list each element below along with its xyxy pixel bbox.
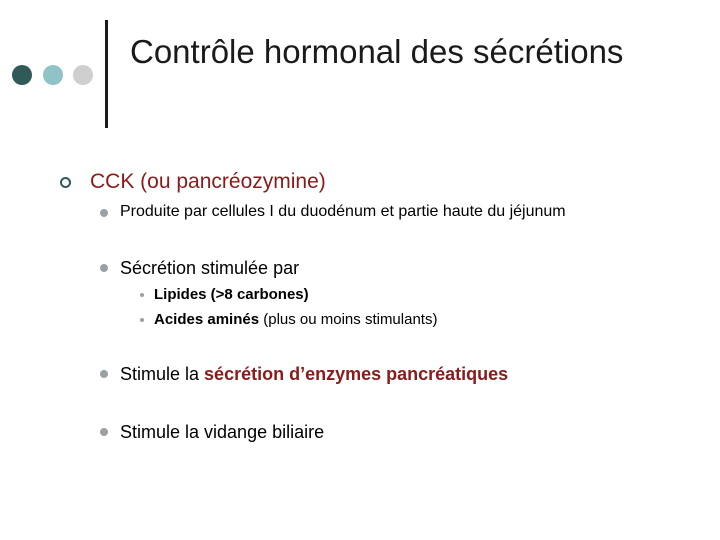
list-item-prefix: Stimule la	[120, 364, 205, 384]
bullet-dot-icon	[100, 370, 108, 378]
list-item-text: Stimule la vidange biliaire	[120, 422, 325, 442]
main-bullet-text: CCK (ou pancréozymine)	[90, 170, 326, 193]
list-item-text: Produite par cellules I du duodénum et partie haute du jéjunum	[120, 203, 566, 220]
small-bullet-icon	[140, 318, 144, 322]
circle-bullet-icon	[60, 177, 71, 188]
decor-dot-grey	[73, 65, 93, 85]
sub-item-bold: Lipides (>8 carbones)	[154, 286, 309, 303]
list-item-text	[120, 362, 508, 386]
title-divider	[105, 20, 108, 128]
bullet-dot-icon	[100, 209, 108, 217]
sub-list-item-text	[154, 310, 437, 330]
sub-item-rest: (plus ou moins stimulants)	[259, 311, 438, 328]
decor-dot-light	[43, 65, 63, 85]
decor-dot-dark	[12, 65, 32, 85]
slide-title: Contrôle hormonal des sécrétions	[130, 33, 624, 70]
sub-item-bold: Acides aminés	[154, 311, 260, 328]
highlight-text: sécrétion d’enzymes pancréatiques	[204, 364, 509, 384]
bullet-dot-icon	[100, 264, 108, 272]
list-item-text: Sécrétion stimulée par	[120, 258, 300, 278]
small-bullet-icon	[140, 293, 144, 297]
sub-list-item-text	[154, 285, 309, 305]
bullet-dot-icon	[100, 428, 108, 436]
